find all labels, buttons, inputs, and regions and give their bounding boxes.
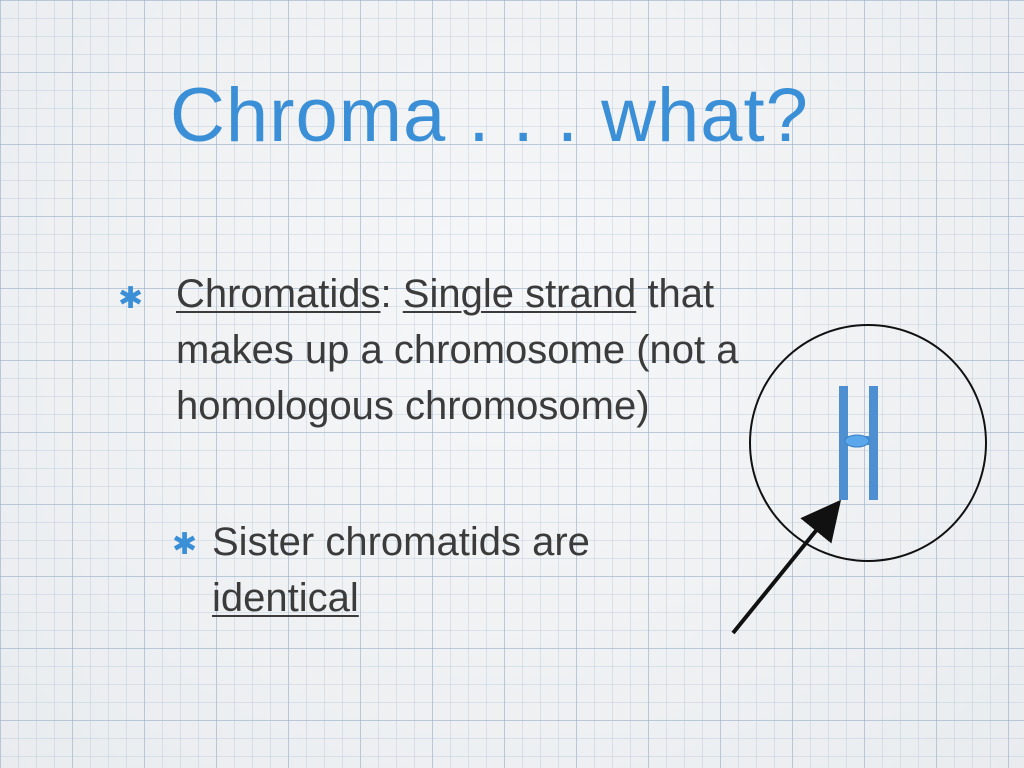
- sub-bullet-text: Sister chromatids are: [212, 520, 590, 564]
- definition-highlight: Single strand: [402, 272, 637, 316]
- sub-bullet-underlined: identical: [212, 576, 359, 620]
- chromatid-right: [869, 386, 878, 500]
- slide-title: Chroma . . . what?: [170, 73, 809, 158]
- sister-chromatids-diagram-icon: [700, 310, 1000, 650]
- sub-bullet-sister-chromatids: [212, 514, 732, 626]
- term-chromatids: Chromatids: [176, 272, 381, 316]
- definition-rest: that makes up a chromosome (not a homologous chromosome): [176, 272, 739, 428]
- term-colon: :: [380, 272, 392, 316]
- centromere-icon: [845, 435, 869, 447]
- bullet-chromatids-definition: [176, 266, 756, 434]
- sub-bullet-star-icon: ✱: [172, 528, 198, 561]
- bullet-star-icon: ✱: [118, 282, 144, 315]
